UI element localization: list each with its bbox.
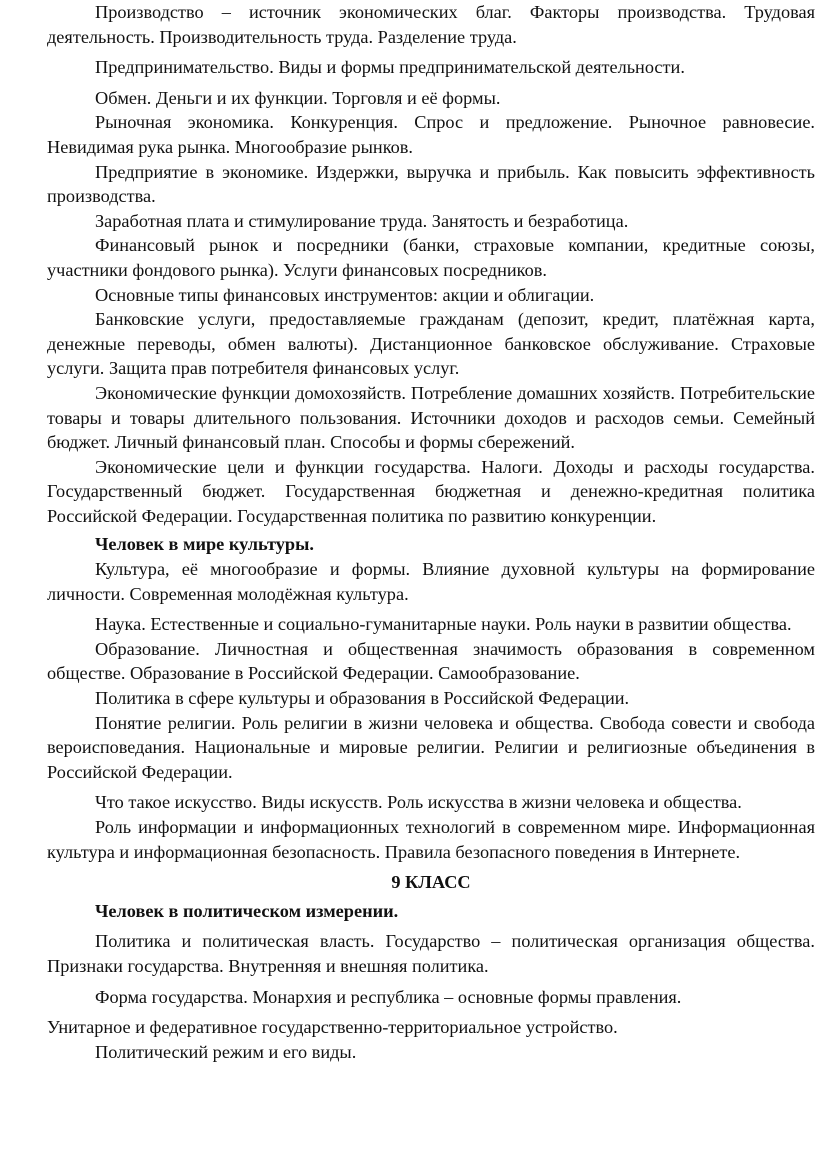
document-page <box>47 0 815 1064</box>
paragraph: Политика и политическая власть. Государство – политическая организация общества. Признаки государства. Внутренняя и внешняя политика. <box>47 931 815 976</box>
paragraph: Форма государства. Монархия и республика – основные формы правления. <box>95 986 682 1007</box>
paragraph: Обмен. Деньги и их функции. Торговля и её формы. <box>95 87 501 108</box>
paragraph: Экономические цели и функции государства. Налоги. Доходы и расходы государства. Государственный бюджет. Государственная бюджетная и денежно-кредитная политика Российской Федерации. Государственная политика по развитию конкуренции. <box>47 456 815 526</box>
paragraph: Наука. Естественные и социально-гуманитарные науки. Роль науки в развитии общества. <box>95 614 792 635</box>
grade-title: 9 КЛАСС <box>391 872 471 893</box>
paragraph: Унитарное и федеративное государственно-территориальное устройство. <box>47 1017 618 1038</box>
paragraph: Экономические функции домохозяйств. Потребление домашних хозяйств. Потребительские товары и товары длительного пользования. Источники доходов и расходов семьи. Семейный бюджет. Личный финансовый план. Способы и формы сбережений. <box>47 382 815 453</box>
paragraph: Основные типы финансовых инструментов: акции и облигации. <box>95 284 595 305</box>
paragraph: Финансовый рынок и посредники (банки, страховые компании, кредитные союзы, участники фондового рынка). Услуги финансовых посредников. <box>47 235 815 280</box>
paragraph: Предпринимательство. Виды и формы предпринимательской деятельности. <box>95 57 685 78</box>
paragraph: Роль информации и информационных технологий в современном мире. Информационная культура и информационная безопасность. Правила безопасного поведения в Интернете. <box>47 817 815 862</box>
paragraph: Заработная плата и стимулирование труда. Занятость и безработица. <box>95 210 629 231</box>
paragraph: Образование. Личностная и общественная значимость образования в современном обществе. Образование в Российской Федерации. Самообразование. <box>47 638 815 684</box>
paragraph: Политика в сфере культуры и образования в Российской Федерации. <box>95 688 630 709</box>
paragraph: Банковские услуги, предоставляемые гражданам (депозит, кредит, платёжная карта, денежные переводы, обмен валюты). Дистанционное банковское обслуживание. Страховые услуги. Защита прав потребителя финансовых услуг. <box>47 309 815 379</box>
paragraph: Предприятие в экономике. Издержки, выручка и прибыль. Как повысить эффективность производства. <box>47 161 815 207</box>
section-heading-culture: Человек в мире культуры. <box>95 534 314 555</box>
paragraph: Производство – источник экономических благ. Факторы производства. Трудовая деятельность. Производительность труда. Разделение труда. <box>47 2 815 47</box>
section-heading-politics: Человек в политическом измерении. <box>95 900 399 921</box>
paragraph: Рыночная экономика. Конкуренция. Спрос и предложение. Рыночное равновесие. Невидимая рука рынка. Многообразие рынков. <box>47 112 815 157</box>
paragraph: Культура, её многообразие и формы. Влияние духовной культуры на формирование личности. Современная молодёжная культура. <box>47 559 815 604</box>
paragraph: Понятие религии. Роль религии в жизни человека и общества. Свобода совести и свобода вероисповедания. Национальные и мировые религии. Религии и религиозные объединения в Российской Федерации. <box>47 712 815 782</box>
paragraph: Политический режим и его виды. <box>95 1041 357 1062</box>
paragraph: Что такое искусство. Виды искусств. Роль искусства в жизни человека и общества. <box>95 792 742 813</box>
